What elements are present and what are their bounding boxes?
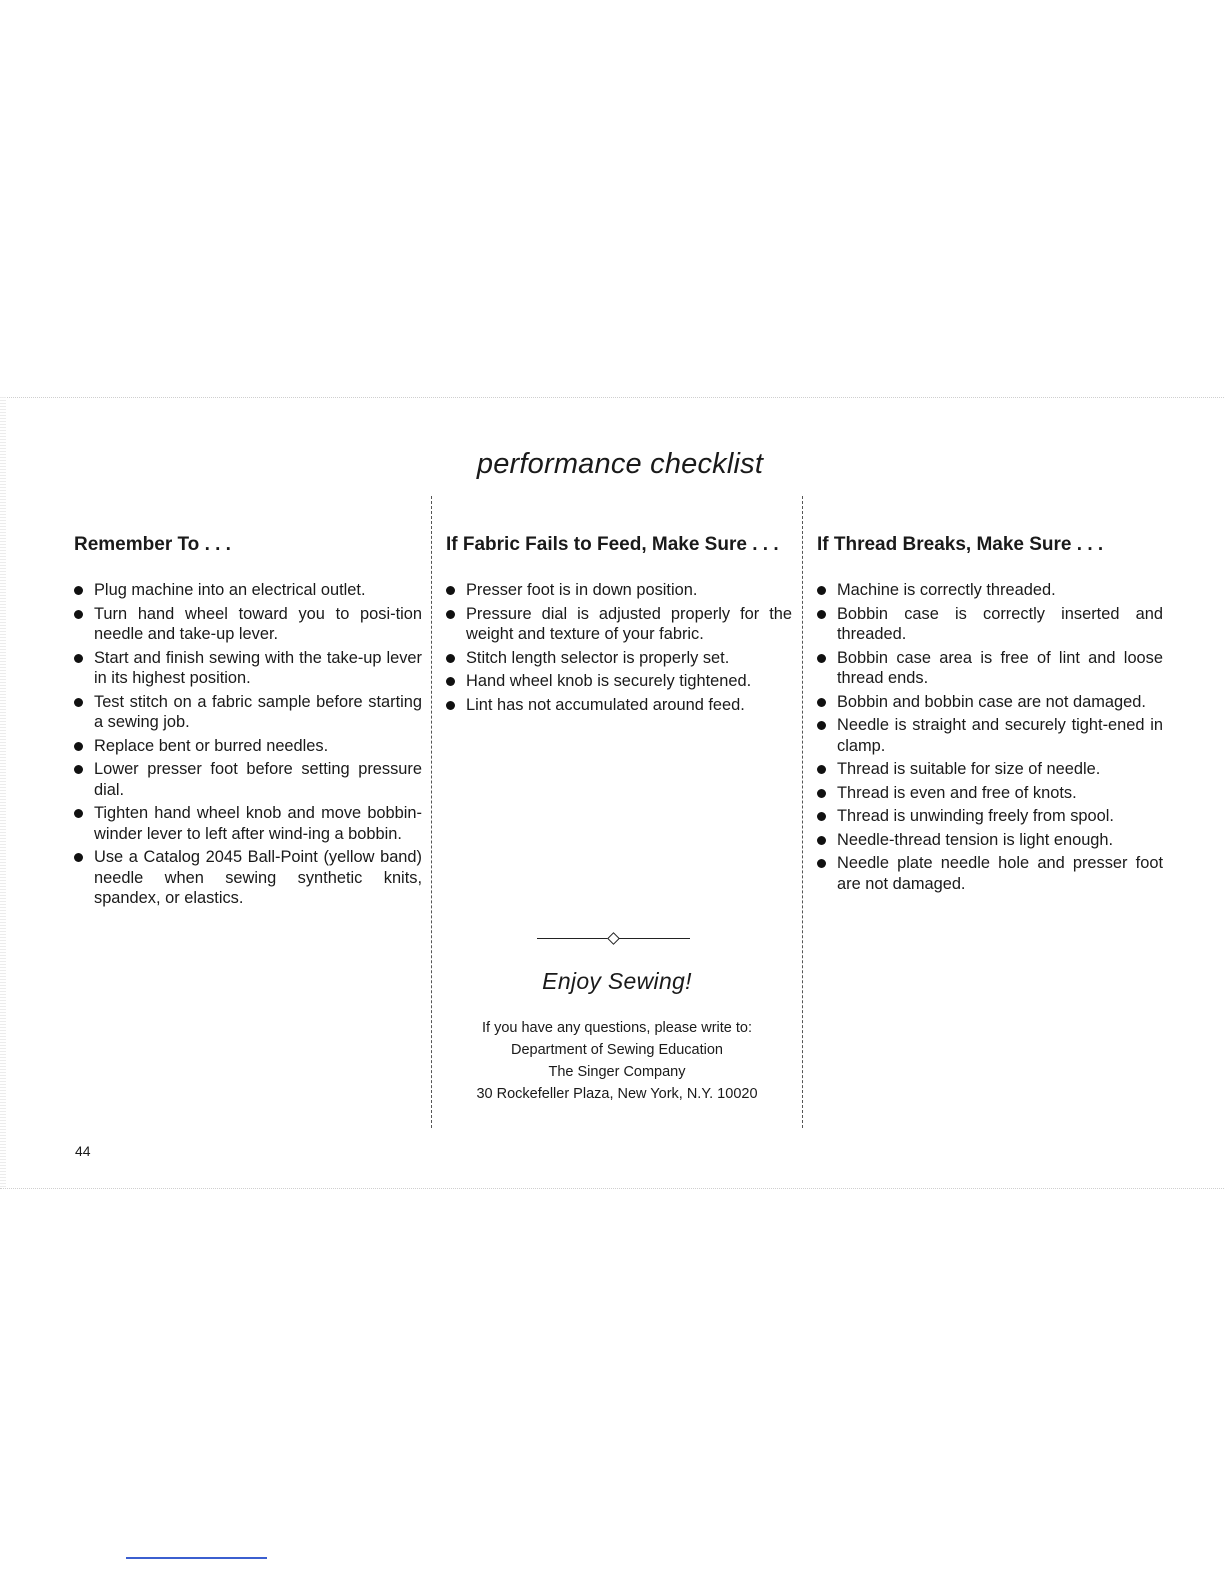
checklist-item: Thread is unwinding freely from spool. xyxy=(817,806,1163,827)
checklist-item: Lower presser foot before setting pressure dial. xyxy=(74,759,422,800)
bullet-icon xyxy=(817,610,826,619)
bullet-icon xyxy=(74,765,83,774)
bullet-icon xyxy=(817,721,826,730)
bullet-icon xyxy=(817,836,826,845)
checklist-item: Tighten hand wheel knob and move bobbin-winder lever to left after wind-ing a bobbin. xyxy=(74,803,422,844)
column-heading: Remember To . . . xyxy=(74,534,231,555)
page-number: 44 xyxy=(75,1143,91,1159)
checklist xyxy=(74,580,422,909)
contact-line: If you have any questions, please write to: xyxy=(481,1020,753,1036)
sign-off-block xyxy=(432,968,802,1105)
checklist-item: Start and finish sewing with the take-up lever in its highest position. xyxy=(74,648,422,689)
enjoy-sewing-headline: Enjoy Sewing! xyxy=(542,968,692,994)
thread-breaks-column xyxy=(817,534,1163,897)
checklist-item: Needle-thread tension is light enough. xyxy=(817,830,1163,851)
checklist-item: Machine is correctly threaded. xyxy=(817,580,1163,601)
fabric-feed-column xyxy=(446,534,792,718)
checklist-item: Test stitch on a fabric sample before starting a sewing job. xyxy=(74,692,422,733)
checklist-item: Needle plate needle hole and presser foot are not damaged. xyxy=(817,853,1163,894)
bullet-icon xyxy=(817,812,826,821)
bullet-icon xyxy=(446,586,455,595)
bullet-icon xyxy=(74,610,83,619)
diamond-icon xyxy=(607,932,620,945)
checklist-item: Presser foot is in down position. xyxy=(446,580,792,601)
scan-artifact-line xyxy=(126,1557,267,1559)
bullet-icon xyxy=(446,701,455,710)
checklist-item: Bobbin and bobbin case are not damaged. xyxy=(817,692,1163,713)
bullet-icon xyxy=(817,654,826,663)
checklist-item: Thread is suitable for size of needle. xyxy=(817,759,1163,780)
page-title: performance checklist xyxy=(476,448,764,480)
contact-line: Department of Sewing Education xyxy=(511,1042,723,1058)
bullet-icon xyxy=(817,859,826,868)
checklist-item: Stitch length selector is properly set. xyxy=(446,648,792,669)
remember-to-column xyxy=(74,534,422,912)
checklist-item: Turn hand wheel toward you to posi-tion needle and take-up lever. xyxy=(74,604,422,645)
ornament-divider xyxy=(537,938,690,940)
bullet-icon xyxy=(446,677,455,686)
bullet-icon xyxy=(817,765,826,774)
bullet-icon xyxy=(817,586,826,595)
checklist-item: Thread is even and free of knots. xyxy=(817,783,1163,804)
bullet-icon xyxy=(74,654,83,663)
checklist-item: Bobbin case area is free of lint and loose thread ends. xyxy=(817,648,1163,689)
bullet-icon xyxy=(74,853,83,862)
divider-line xyxy=(619,938,690,939)
column-heading: If Thread Breaks, Make Sure . . . xyxy=(817,534,1104,555)
bullet-icon xyxy=(446,654,455,663)
bullet-icon xyxy=(74,586,83,595)
bullet-icon xyxy=(74,698,83,707)
checklist xyxy=(817,580,1163,894)
divider-line xyxy=(537,938,608,939)
bullet-icon xyxy=(817,698,826,707)
checklist-item: Needle is straight and securely tight-ened in clamp. xyxy=(817,715,1163,756)
contact-line: The Singer Company xyxy=(548,1064,686,1080)
checklist-item: Replace bent or burred needles. xyxy=(74,736,422,757)
contact-line: 30 Rockefeller Plaza, New York, N.Y. 10020 xyxy=(476,1086,758,1102)
column-heading: If Fabric Fails to Feed, Make Sure . . . xyxy=(446,534,779,555)
scan-top-edge xyxy=(0,397,1224,398)
column-divider-right xyxy=(802,496,803,1128)
checklist-item: Hand wheel knob is securely tightened. xyxy=(446,671,792,692)
bullet-icon xyxy=(817,789,826,798)
bullet-icon xyxy=(446,610,455,619)
checklist-item: Pressure dial is adjusted properly for the weight and texture of your fabric. xyxy=(446,604,792,645)
scan-left-edge xyxy=(0,397,6,1187)
scan-bottom-edge xyxy=(0,1188,1224,1189)
checklist-item: Lint has not accumulated around feed. xyxy=(446,695,792,716)
bullet-icon xyxy=(74,809,83,818)
checklist xyxy=(446,580,792,715)
checklist-item: Plug machine into an electrical outlet. xyxy=(74,580,422,601)
checklist-item: Bobbin case is correctly inserted and threaded. xyxy=(817,604,1163,645)
checklist-item: Use a Catalog 2045 Ball-Point (yellow band) needle when sewing synthetic knits, spandex, or elastics. xyxy=(74,847,422,909)
bullet-icon xyxy=(74,742,83,751)
